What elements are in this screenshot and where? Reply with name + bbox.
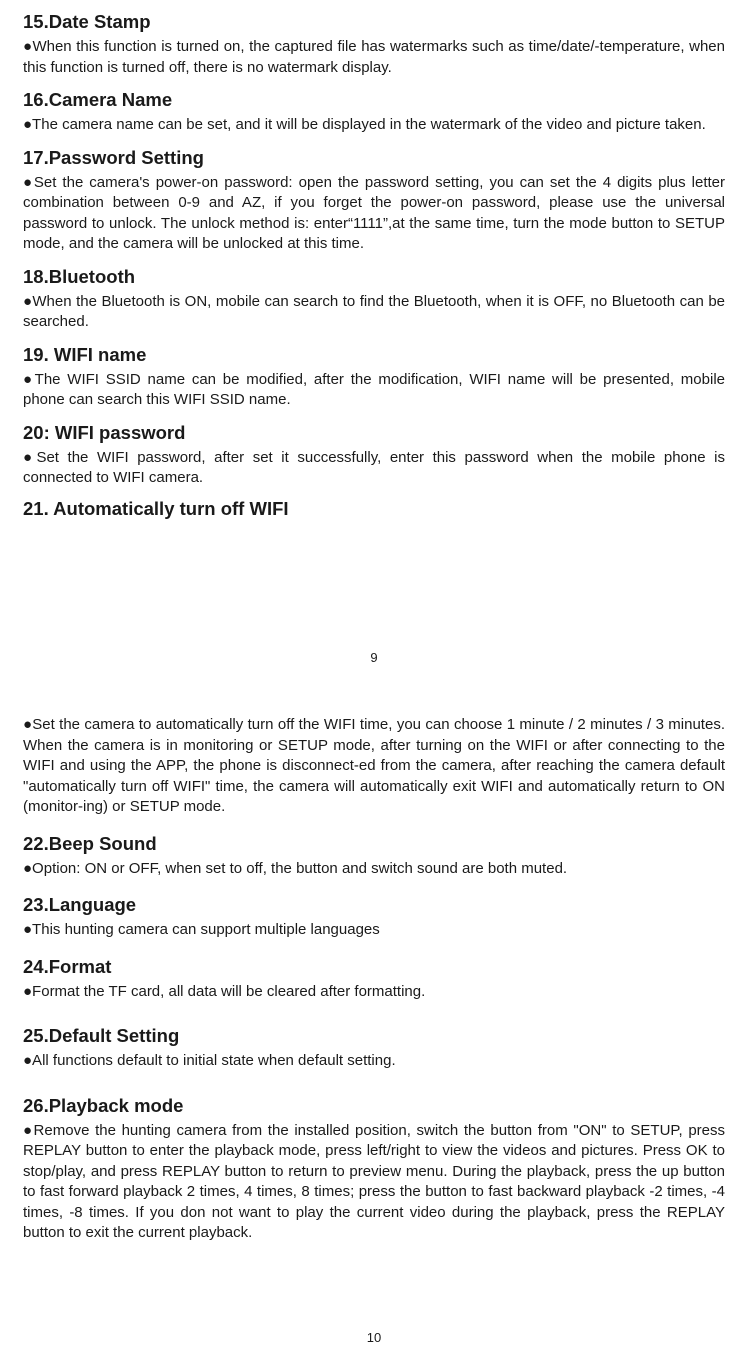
section-heading: 26.Playback mode xyxy=(23,1094,184,1116)
section-heading: 21. Automatically turn off WIFI xyxy=(23,497,289,519)
section-heading: 18.Bluetooth xyxy=(23,265,136,287)
section-heading: 25.Default Setting xyxy=(23,1025,180,1046)
section-body: ●When this function is turned on, the captured file has watermarks such as time/date/-temperature, when this function is turned off, there is no watermark display. xyxy=(23,38,725,76)
section-body: ●The WIFI SSID name can be modified, after the modification, WIFI name will be presented, mobile phone can search this WIFI SSID name. xyxy=(23,370,725,408)
section-heading: 17.Password Setting xyxy=(23,146,204,168)
section-heading: 20: WIFI password xyxy=(23,421,186,443)
page-9-content xyxy=(23,10,725,524)
section-body: ●Set the camera to automatically turn off the WIFI time, you can choose 1 minute / 2 minutes / 3 minutes. When the camera is in monitoring or SETUP mode, after turning on the WIFI or after connecting to the WIFI and using the APP, the phone is disconnect-ed from the camera, after reaching the camera default "automatically turn off WIFI" time, the camera will automatically exit WIFI and automatically return to ON (monitor-ing) or SETUP mode. xyxy=(23,716,725,815)
section-body: ●The camera name can be set, and it will be displayed in the watermark of the video and picture taken. xyxy=(23,116,706,133)
section-body: ●This hunting camera can support multiple languages xyxy=(23,921,380,938)
section-default-setting xyxy=(23,1024,725,1072)
section-body: ●Format the TF card, all data will be cleared after formatting. xyxy=(23,982,426,1000)
section-date-stamp xyxy=(23,10,725,78)
section-heading: 24.Format xyxy=(23,955,112,977)
section-wifi-name xyxy=(23,343,725,411)
section-playback-mode xyxy=(23,1094,725,1244)
section-heading: 22.Beep Sound xyxy=(23,832,157,854)
section-camera-name xyxy=(23,88,725,136)
section-body: ●Option: ON or OFF, when set to off, the button and switch sound are both muted. xyxy=(23,859,568,877)
section-format xyxy=(23,955,725,1003)
section-language xyxy=(23,893,725,941)
section-body: ●When the Bluetooth is ON, mobile can search to find the Bluetooth, when it is OFF, no Bluetooth can be searched. xyxy=(23,292,725,330)
section-bluetooth xyxy=(23,265,725,333)
page-10-content xyxy=(23,715,725,1244)
section-heading: 15.Date Stamp xyxy=(23,11,151,32)
section-auto-off-wifi xyxy=(23,497,725,521)
section-body: ●Set the camera's power-on password: open the password setting, you can set the 4 digits plus letter combination between 0-9 and AZ, if you forget the power-on password, please use the universal password to unlock. The unlock method is: enter“1111”,at the same time, turn the mode button to SETUP mode, and the camera will be unlocked at this time. xyxy=(23,173,725,252)
section-heading: 19. WIFI name xyxy=(23,343,147,365)
section-beep-sound xyxy=(23,832,725,880)
section-heading: 16.Camera Name xyxy=(23,89,173,110)
manual-page-10 xyxy=(0,680,748,1358)
section-body: ●Remove the hunting camera from the installed position, switch the button from "ON" to SETUP, press REPLAY button to enter the playback mode, press left/right to view the videos and pictures. Press OK to stop/play, and press REPLAY button to return to preview menu. During the playback, press the up button to fast forward playback 2 times, 4 times, 8 times; press the button to fast backward playback -2 times, -4 times, -8 times. If you don not want to play the current video during the playback, press the REPLAY button to exit the current playback. xyxy=(23,1121,725,1241)
section-auto-off-wifi-body xyxy=(23,715,725,818)
section-body: ●Set the WIFI password, after set it successfully, enter this password when the mobile phone is connected to WIFI camera. xyxy=(23,448,725,486)
page-number: 10 xyxy=(366,1330,382,1345)
section-wifi-password xyxy=(23,421,725,489)
section-body: ●All functions default to initial state when default setting. xyxy=(23,1052,396,1069)
page-number: 9 xyxy=(370,650,378,665)
section-password-setting xyxy=(23,146,725,255)
section-heading: 23.Language xyxy=(23,894,137,915)
